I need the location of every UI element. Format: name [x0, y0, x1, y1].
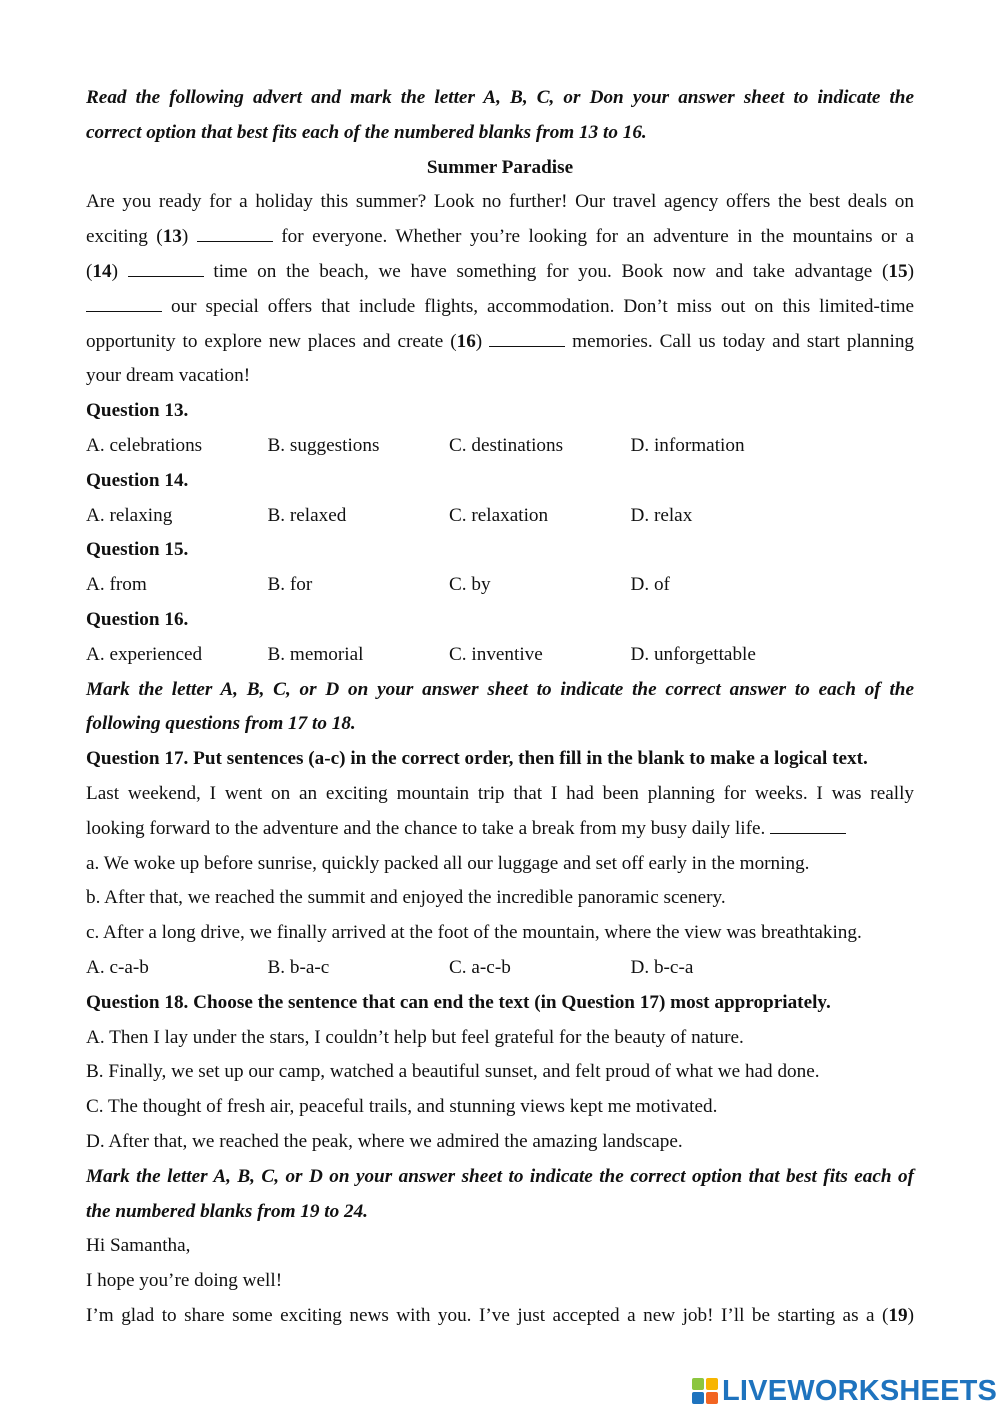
passage-line: our special offers that include flights, accommodation. Don’t miss out on this limited-time: [86, 290, 914, 325]
question-13-label: Question 13.: [86, 400, 189, 422]
blank-number-16: 16: [456, 330, 476, 352]
logo-square-orange: [706, 1392, 718, 1404]
section1-instruction-line1: Read the following advert and mark the letter A, B, C, or Don your answer sheet to indicate the: [86, 87, 914, 108]
logo-square-green: [692, 1378, 704, 1390]
passage-title: Summer Paradise: [426, 156, 574, 178]
option-d[interactable]: D. information: [630, 434, 745, 456]
option-d[interactable]: D. b-c-a: [630, 956, 694, 978]
option-d[interactable]: D. unforgettable: [630, 643, 756, 665]
question-14-options: [86, 499, 914, 534]
passage-line: opportunity to explore new places and create (16) memories. Call us today and start planning: [86, 325, 914, 360]
option-b[interactable]: B. relaxed: [267, 504, 347, 526]
option-d[interactable]: D. relax: [630, 504, 693, 526]
question-14-label: Question 14.: [86, 469, 189, 491]
question-16-options: [86, 638, 914, 673]
question-15-label: Question 15.: [86, 539, 189, 561]
letter-greeting: Hi Samantha,: [86, 1235, 191, 1257]
logo-square-yellow: [706, 1378, 718, 1390]
q17-sentence-c: c. After a long drive, we finally arrived at the foot of the mountain, where the view was breathtaking.: [86, 922, 862, 944]
option-a[interactable]: A. celebrations: [86, 434, 203, 456]
question-17-prompt: Question 17. Put sentences (a-c) in the correct order, then fill in the blank to make a logical text.: [86, 748, 868, 770]
blank-number-13: 13: [162, 226, 182, 248]
option-c[interactable]: C. inventive: [449, 643, 543, 665]
question-17-options: [86, 951, 914, 986]
option-a[interactable]: A. c-a-b: [86, 956, 149, 978]
passage-line: (14) time on the beach, we have something for you. Book now and take advantage (15): [86, 255, 914, 290]
blank-15: [86, 293, 162, 312]
blank-number-14: 14: [92, 260, 112, 282]
worksheet-page: [86, 81, 914, 1334]
option-b[interactable]: B. memorial: [267, 643, 364, 665]
option-d[interactable]: D. After that, we reached the peak, where we admired the amazing landscape.: [86, 1130, 683, 1152]
question-15-options: [86, 568, 914, 603]
blank-16: [489, 328, 565, 347]
section3-instruction-line1: Mark the letter A, B, C, or D on your answer sheet to indicate the correct option that best fits each of: [86, 1165, 914, 1187]
letter-line: I’m glad to share some exciting news with you. I’ve just accepted a new job! I’ll be starting as a (19): [86, 1304, 914, 1326]
liveworksheets-logo: [692, 1374, 997, 1408]
blank-17: [770, 815, 846, 834]
q17-text-line: Last weekend, I went on an exciting mountain trip that I had been planning for weeks. I was really: [86, 782, 914, 804]
blank-14: [128, 258, 204, 277]
passage-line: Are you ready for a holiday this summer? Look no further! Our travel agency offers the best deals on: [86, 191, 914, 213]
option-b[interactable]: B. suggestions: [267, 434, 380, 456]
option-b[interactable]: B. b-a-c: [267, 956, 330, 978]
option-d[interactable]: D. of: [630, 574, 670, 596]
question-13-options: [86, 429, 914, 464]
q17-sentence-b: b. After that, we reached the summit and enjoyed the incredible panoramic scenery.: [86, 887, 726, 909]
passage-line: exciting (13) for everyone. Whether you’re looking for an adventure in the mountains or a: [86, 220, 914, 255]
question-18-prompt: Question 18. Choose the sentence that can end the text (in Question 17) most appropriately.: [86, 991, 831, 1013]
liveworksheets-icon: [692, 1378, 718, 1404]
option-c[interactable]: C. destinations: [449, 434, 564, 456]
blank-number-19: 19: [888, 1304, 908, 1326]
liveworksheets-wordmark: LIVEWORKSHEETS: [722, 1374, 998, 1407]
option-c[interactable]: C. a-c-b: [449, 956, 511, 978]
q17-sentence-a: a. We woke up before sunrise, quickly packed all our luggage and set off early in the morning.: [86, 852, 810, 874]
question-16-label: Question 16.: [86, 608, 189, 630]
option-a[interactable]: A. from: [86, 574, 147, 596]
option-a[interactable]: A. experienced: [86, 643, 203, 665]
letter-line: I hope you’re doing well!: [86, 1270, 283, 1292]
option-c[interactable]: C. The thought of fresh air, peaceful trails, and stunning views kept me motivated.: [86, 1096, 718, 1118]
option-a[interactable]: A. relaxing: [86, 504, 173, 526]
blank-number-15: 15: [888, 260, 908, 282]
section2-instruction-line1: Mark the letter A, B, C, or D on your answer sheet to indicate the correct answer to each of the: [86, 678, 914, 700]
option-c[interactable]: C. relaxation: [449, 504, 549, 526]
option-a[interactable]: A. Then I lay under the stars, I couldn’t help but feel grateful for the beauty of nature.: [86, 1026, 744, 1048]
section2-instruction-line2: following questions from 17 to 18.: [86, 713, 356, 735]
option-b[interactable]: B. Finally, we set up our camp, watched a beautiful sunset, and felt proud of what we had done.: [86, 1061, 820, 1083]
section3-instruction-line2: the numbered blanks from 19 to 24.: [86, 1200, 368, 1222]
blank-13: [197, 223, 273, 242]
q17-text-line: looking forward to the adventure and the chance to take a break from my busy daily life.: [86, 812, 914, 847]
passage-line: your dream vacation!: [86, 365, 251, 387]
option-b[interactable]: B. for: [267, 574, 313, 596]
option-c[interactable]: C. by: [449, 574, 491, 596]
logo-square-blue: [692, 1392, 704, 1404]
section1-instruction-line2: correct option that best fits each of the numbered blanks from 13 to 16.: [86, 121, 647, 143]
